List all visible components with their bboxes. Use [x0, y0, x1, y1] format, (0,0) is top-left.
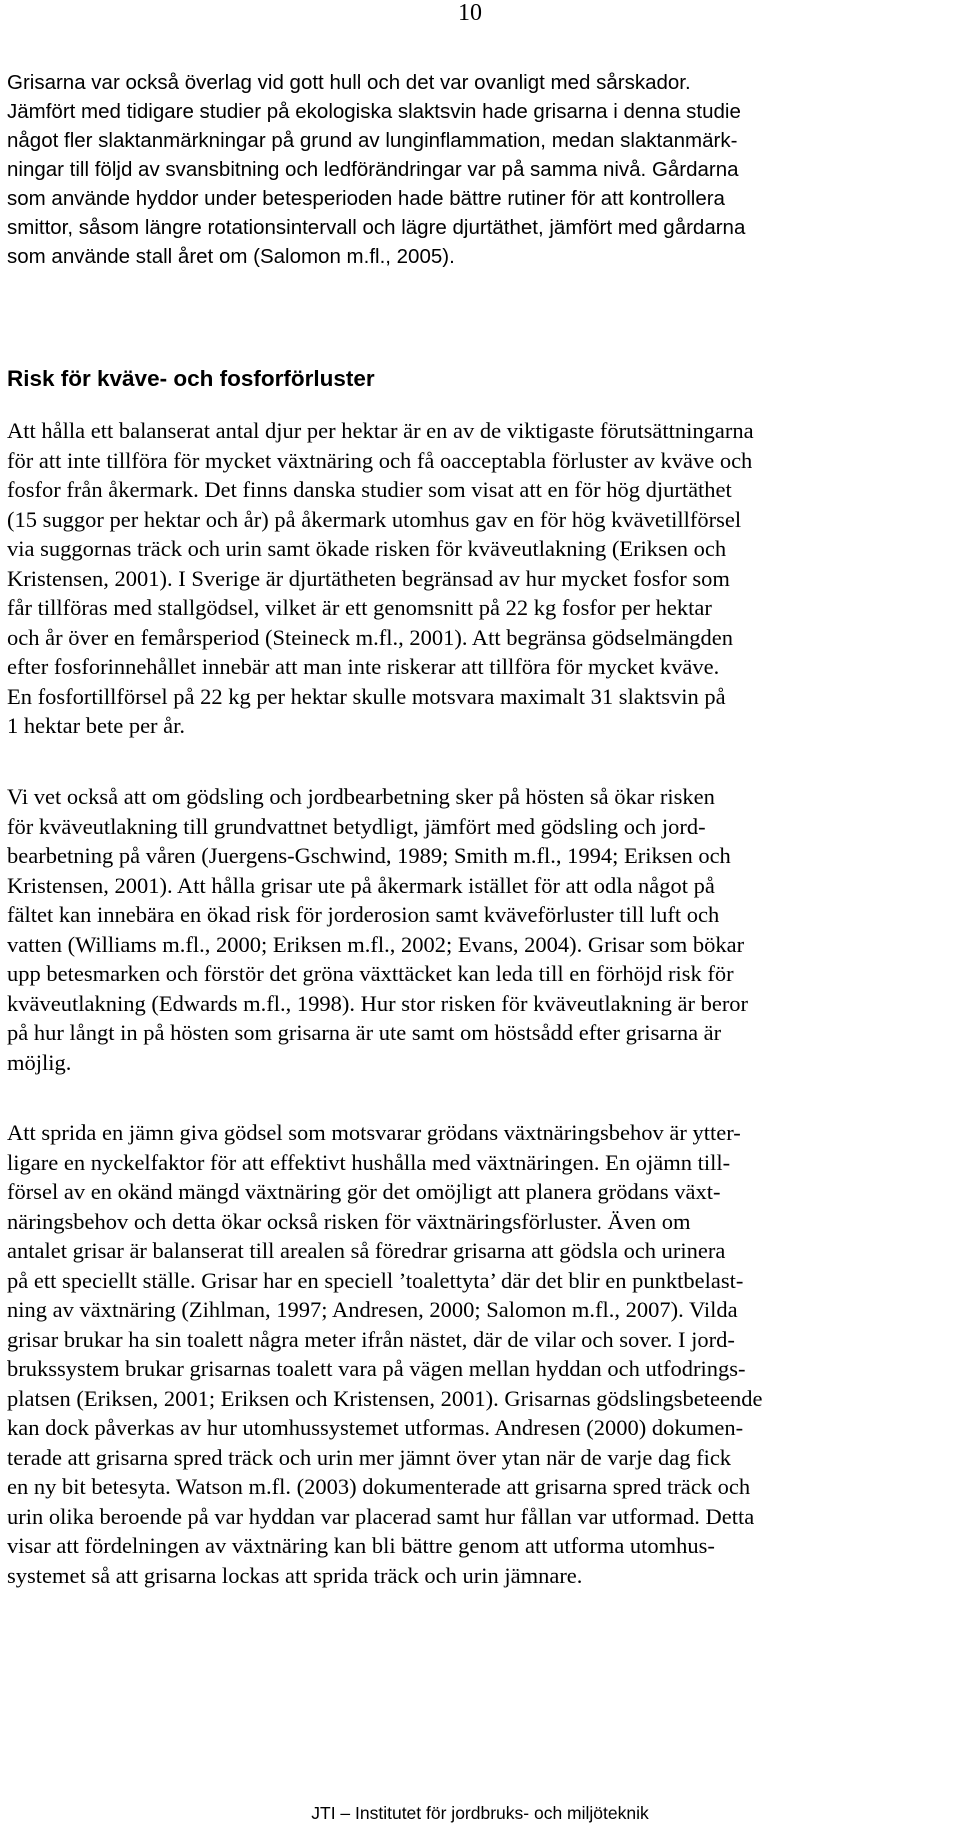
text-line: får tillföras med stallgödsel, vilket är ett genomsnitt på 22 kg fosfor per hektar — [7, 595, 712, 620]
text-line: bearbetning på våren (Juergens-Gschwind, 1989; Smith m.fl., 1994; Eriksen och — [7, 843, 731, 868]
text-line: Att sprida en jämn giva gödsel som motsvarar grödans växtnäringsbehov är ytter- — [7, 1120, 741, 1145]
text-line: fältet kan innebära en ökad risk för jorderosion samt kväveförluster till luft och — [7, 902, 720, 927]
text-line: Jämfört med tidigare studier på ekologiska slaktsvin hade grisarna i denna studie — [7, 100, 741, 123]
text-line: 1 hektar bete per år. — [7, 713, 186, 738]
text-line: efter fosforinnehållet innebär att man inte riskerar att tillföra för mycket kväve. — [7, 654, 720, 679]
text-line: ligare en nyckelfaktor för att effektivt hushålla med växtnäringen. En ojämn till- — [7, 1149, 731, 1175]
intro-paragraph — [7, 68, 942, 271]
text-line: grisar brukar ha sin toalett några meter ifrån nästet, där de vilar och sover. I jord- — [7, 1326, 735, 1352]
page-footer: JTI – Institutet för jordbruks- och miljöteknik — [311, 1803, 649, 1823]
text-line: för kväveutlakning till grundvattnet betydligt, jämfört med gödsling och jord- — [7, 813, 706, 839]
text-line: och år över en femårsperiod (Steineck m.fl., 2001). Att begränsa gödselmängden — [7, 624, 734, 650]
text-line: på ett speciellt ställe. Grisar har en speciell ’toalettyta’ där det blir en punktbelast- — [7, 1267, 744, 1293]
section-heading: Risk för kväve- och fosforförluster — [7, 366, 375, 391]
text-line: visar att fördelningen av växtnäring kan bli bättre genom att utforma utomhus- — [7, 1533, 715, 1558]
text-line: en ny bit betesyta. Watson m.fl. (2003) dokumenterade att grisarna spred träck och — [7, 1474, 751, 1499]
text-line: fosfor från åkermark. Det finns danska studier som visat att en för hög djurtäthet — [7, 477, 732, 502]
text-line: näringsbehov och detta ökar också risken för växtnäringsförluster. Även om — [7, 1208, 691, 1234]
text-line: ningar till följd av svansbitning och ledförändringar var på samma nivå. Gårdarna — [7, 158, 739, 181]
text-line: något fler slaktanmärkningar på grund av lunginflammation, medan slaktanmärk- — [7, 129, 738, 152]
text-line: via suggornas träck och urin samt ökade risken för kväveutlakning (Eriksen och — [7, 536, 727, 561]
text-line: brukssystem brukar grisarnas toalett vara på vägen mellan hyddan och utfodrings- — [7, 1356, 746, 1381]
text-line: för att inte tillföra för mycket växtnäring och få oacceptabla förluster av kväve och — [7, 447, 753, 473]
text-line: kväveutlakning (Edwards m.fl., 1998). Hur stor risken för kväveutlakning är beror — [7, 990, 749, 1016]
text-line: Kristensen, 2001). I Sverige är djurtätheten begränsad av hur mycket fosfor som — [7, 565, 730, 591]
text-line: Kristensen, 2001). Att hålla grisar ute på åkermark istället för att odla något på — [7, 872, 715, 898]
text-line: antalet grisar är balanserat till arealen så föredrar grisarna att gödsla och urinera — [7, 1238, 726, 1263]
text-line: kan dock påverkas av hur utomhussystemet utformas. Andresen (2000) dokumen- — [7, 1415, 744, 1440]
text-line: som använde stall året om (Salomon m.fl., 2005). — [7, 245, 455, 268]
text-line: vatten (Williams m.fl., 2000; Eriksen m.fl., 2002; Evans, 2004). Grisar som bökar — [7, 931, 745, 957]
text-line: En fosfortillförsel på 22 kg per hektar skulle motsvara maximalt 31 slaktsvin på — [7, 683, 726, 709]
text-line: försel av en okänd mängd växtnäring gör det omöjligt att planera grödans växt- — [7, 1179, 721, 1204]
text-line: på hur långt in på hösten som grisarna är ute samt om höstsådd efter grisarna är — [7, 1020, 722, 1045]
paragraph-hostgodsling — [7, 782, 947, 1077]
text-line: Vi vet också att om gödsling och jordbearbetning sker på hösten så ökar risken — [7, 784, 715, 809]
text-line: Att hålla ett balanserat antal djur per hektar är en av de viktigaste förutsättningarna — [7, 418, 754, 443]
paragraph-godselspridning — [7, 1118, 947, 1590]
page-number: 10 — [458, 0, 482, 26]
text-line: platsen (Eriksen, 2001; Eriksen och Kristensen, 2001). Grisarnas gödslingsbeteende — [7, 1385, 763, 1411]
text-line: systemet så att grisarna lockas att sprida träck och urin jämnare. — [7, 1562, 583, 1588]
text-line: upp betesmarken och förstör det gröna växttäcket kan leda till en förhöjd risk för — [7, 961, 734, 986]
text-line: som använde hyddor under betesperioden hade bättre rutiner för att kontrollera — [7, 187, 725, 210]
text-line: smittor, såsom längre rotationsintervall och lägre djurtäthet, jämfört med gårdarna — [7, 216, 746, 239]
paragraph-djurtathet — [7, 416, 947, 741]
text-line: terade att grisarna spred träck och urin mer jämnt över ytan när de varje dag fick — [7, 1444, 732, 1470]
text-line: (15 suggor per hektar och år) på åkermark utomhus gav en för hög kvävetillförsel — [7, 506, 742, 532]
text-line: urin olika beroende på var hyddan var placerad samt hur fållan var utformad. Detta — [7, 1503, 755, 1529]
text-line: ning av växtnäring (Zihlman, 1997; Andresen, 2000; Salomon m.fl., 2007). Vilda — [7, 1297, 738, 1322]
text-line: möjlig. — [7, 1049, 72, 1075]
text-line: Grisarna var också överlag vid gott hull och det var ovanligt med sårskador. — [7, 71, 691, 94]
